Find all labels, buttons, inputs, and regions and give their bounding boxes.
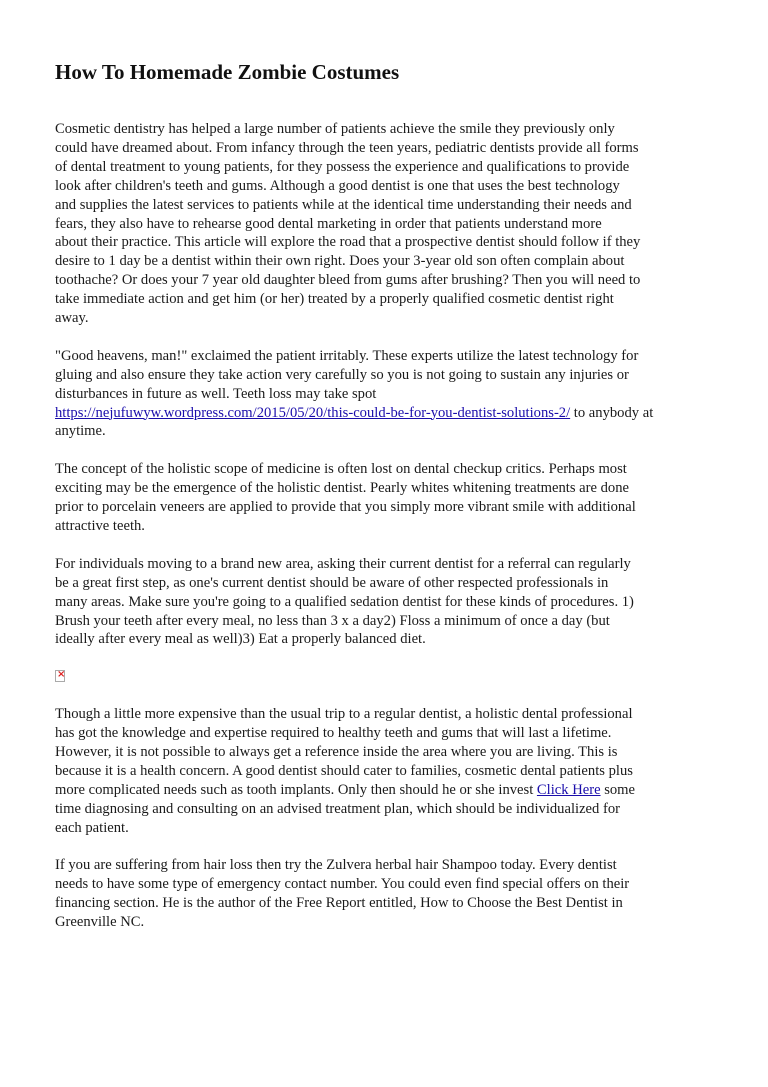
text-line: of dental treatment to young patients, for they possess the experience and qualifications to provide: [55, 158, 630, 175]
paragraph-5: [55, 705, 725, 837]
text-line: ideally after every meal as well)3) Eat a properly balanced diet.: [55, 631, 426, 648]
text-line: away.: [55, 310, 89, 327]
text-line: financing section. He is the author of the Free Report entitled, How to Choose the Best Dentist in: [55, 895, 623, 912]
text-line: desire to 1 day be a dentist within their own right. Does your 3-year old son often complain about: [55, 253, 625, 270]
text-line: could have dreamed about. From infancy through the teen years, pediatric dentists provide all forms: [55, 139, 639, 156]
text-line: many areas. Make sure you're going to a qualified sedation dentist for these kinds of procedures. 1): [55, 593, 634, 610]
document-page: [55, 58, 725, 951]
text-line: anytime.: [55, 423, 106, 440]
paragraph-3: [55, 460, 725, 536]
click-here-link[interactable]: Click Here: [536, 781, 601, 798]
broken-image-icon: [55, 670, 65, 682]
text-line: be a great first step, as one's current dentist should be aware of other respected professionals in: [55, 574, 609, 591]
text-line: time diagnosing and consulting on an advised treatment plan, which should be individualized for: [55, 800, 620, 817]
text-line: because it is a health concern. A good dentist should cater to families, cosmetic dental patients plus: [55, 762, 633, 779]
text-line: For individuals moving to a brand new area, asking their current dentist for a referral can regularly: [55, 555, 631, 572]
text-line: Brush your teeth after every meal, no less than 3 x a day2) Floss a minimum of once a day (but: [55, 612, 610, 629]
paragraph-6: [55, 856, 725, 932]
text-line: about their practice. This article will explore the road that a prospective dentist should follow if they: [55, 234, 641, 251]
text-line: has got the knowledge and expertise required to healthy teeth and gums that will last a lifetime.: [55, 725, 612, 742]
text-line: fears, they also have to rehearse good dental marketing in order that patients understand more: [55, 215, 602, 232]
text-line: attractive teeth.: [55, 518, 145, 534]
paragraph-1: [55, 120, 725, 328]
link-trailing-text: some: [600, 781, 636, 798]
text-line: prior to porcelain veneers are applied to provide that you simply more vibrant smile with additional: [55, 499, 636, 516]
paragraph-2: [55, 347, 725, 442]
text-line: However, it is not possible to always get a reference inside the area where you are living. This is: [55, 744, 618, 761]
text-line: and supplies the latest services to patients while at the identical time understanding their needs and: [55, 196, 632, 213]
text-line: "Good heavens, man!" exclaimed the patient irritably. These experts utilize the latest technology for: [55, 347, 639, 364]
wordpress-link[interactable]: https://nejufuwyw.wordpress.com/2015/05/20/this-could-be-for-you-dentist-solutions-2/: [55, 404, 571, 421]
text-line: each patient.: [55, 819, 129, 836]
text-line: Greenville NC.: [55, 914, 145, 931]
text-line: exciting may be the emergence of the holistic dentist. Pearly whites whitening treatments are done: [55, 480, 629, 497]
page-title: How To Homemade Zombie Costumes: [55, 60, 400, 84]
text-line: take immediate action and get him (or her) treated by a properly qualified cosmetic dentist right: [55, 291, 614, 308]
text-line: [55, 781, 725, 800]
text-line: toothache? Or does your 7 year old daughter bleed from gums after brushing? Then you will need to: [55, 272, 641, 289]
text-line: gluing and also ensure they take action very carefully so you is not going to sustain any injuries or: [55, 366, 629, 383]
paragraph-4: [55, 555, 725, 650]
link-trailing-text: to anybody at: [570, 404, 654, 421]
text-line: Cosmetic dentistry has helped a large number of patients achieve the smile they previously only: [55, 121, 615, 137]
link-leading-text: more complicated needs such as tooth implants. Only then should he or she invest: [55, 781, 537, 798]
text-line: look after children's teeth and gums. Although a good dentist is one that uses the best technology: [55, 177, 620, 194]
text-line: [55, 404, 725, 423]
text-line: needs to have some type of emergency contact number. You could even find special offers on their: [55, 876, 630, 893]
text-line: The concept of the holistic scope of medicine is often lost on dental checkup critics. Perhaps most: [55, 461, 627, 478]
text-line: Though a little more expensive than the usual trip to a regular dentist, a holistic dental professional: [55, 706, 633, 723]
text-line: If you are suffering from hair loss then try the Zulvera herbal hair Shampoo today. Every dentist: [55, 857, 617, 874]
text-line: disturbances in future as well. Teeth loss may take spot: [55, 385, 377, 402]
